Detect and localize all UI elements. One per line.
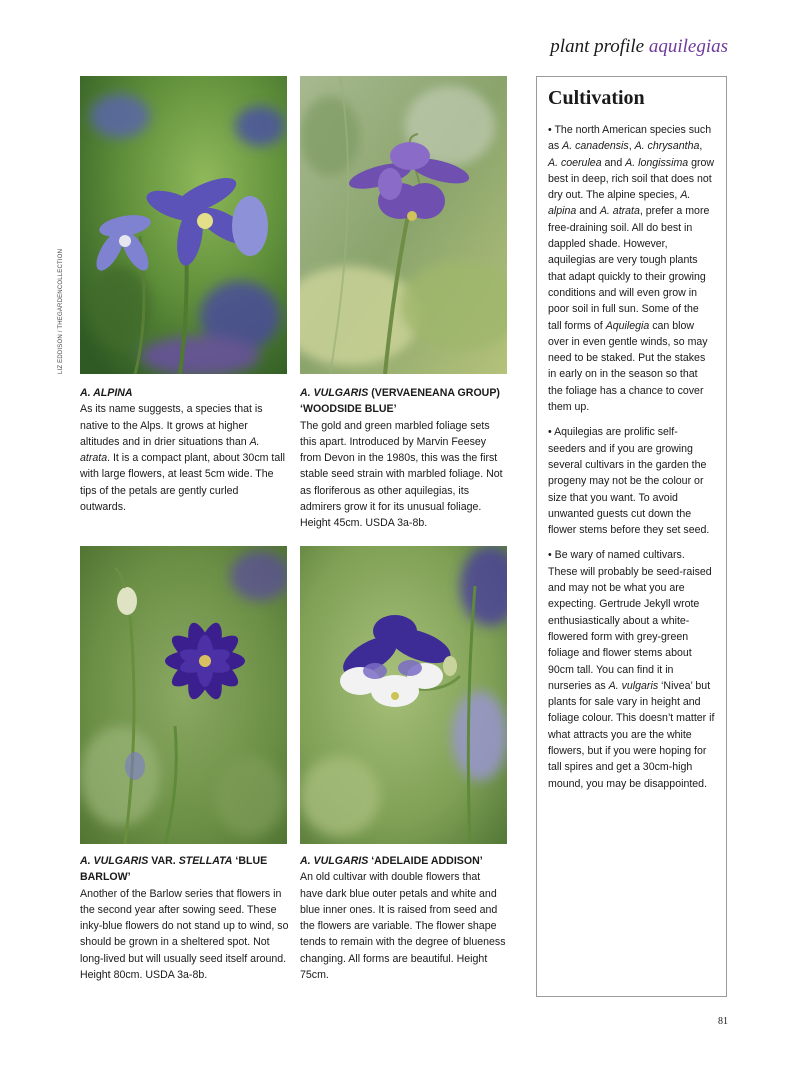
cultivation-heading: Cultivation [548,87,645,109]
cultivation-paragraph: • Aquilegias are prolific self-seeders and if you are growing several cultivars in the garden the progeny may not be the colour or size that you want. To avoid unwanted guests cut down the flower stems before they set seed. [548,426,710,537]
caption-blue-barlow [80,853,290,983]
caption-title: A. ALPINA [80,387,133,399]
photo-aquilegia-alpina [80,76,287,374]
cultivation-box [536,76,727,997]
caption-aquilegia-alpina [80,385,285,515]
header-topic: aquilegias [648,36,728,57]
photo-adelaide-addison [300,546,507,844]
cultivation-paragraph: • The north American species such as A. canadensis, A. chrysantha, A. coerulea and A. longissima grow best in deep, rich soil that does not dry out. The alpine species, A. alpina and A. atrata, prefer a more free-draining soil. All do best in dappled shade. However, aquilegias are very tough plants that adapt quickly to their growing conditions and will even grow in poor soil in full sun. Some of the tall forms of Aquilegia can blow over in even gentle winds, so may need to be staked. Put the stakes in early on in the season so that the foliage has a chance to cover them up. [548,124,715,414]
cultivation-paragraph: • Be wary of named cultivars. These will probably be seed-raised and may not be what you are expecting. Gertrude Jekyll wrote enthusiastically about a white-flowered form with grey-green foliage and flower stems about 90cm tall. You can find it in nurseries as A. vulgaris ‘Nivea’ but plants for sale vary in height and foliage colour. This doesn’t matter if what attracts you are the white flowers, but if you were hoping for tall spires and get a 30cm-high mound, you may be disappointed. [548,549,715,790]
caption-woodside-blue [300,385,506,532]
page-number: 81 [718,1016,728,1027]
caption-title: A. VULGARIS ‘ADELAIDE ADDISON’ [300,855,483,867]
caption-body: Another of the Barlow series that flowers in the second year after sowing seed. These inky-blue flowers do not stand up to wind, so should be grown in a sheltered spot. Not long-lived but will usually seed itself around. Height 80cm. USDA 3a-8b. [80,887,289,982]
caption-body: The gold and green marbled foliage sets this apart. Introduced by Marvin Feesey from Devon in the 1980s, this was the first stable seed strain with marbled foliage. Not as floriferous as other aquilegias, its admirers grow it for its unusual foliage. Height 45cm. USDA 3a-8b. [300,419,503,530]
caption-body: As its name suggests, a species that is native to the Alps. It grows at higher altitudes and in drier situations than A. atrata. It is a compact plant, about 30cm tall with large flowers, at least 5cm wide. The tips of the petals are gently curled outwards. [80,403,285,514]
photo-woodside-blue [300,76,507,374]
header-section: plant profile [550,36,645,57]
photo-blue-barlow [80,546,287,844]
caption-title: A. VULGARIS (VERVAENEANA GROUP) ‘WOODSIDE BLUE’ [300,387,500,416]
caption-body: An old cultivar with double flowers that have dark blue outer petals and white and blue inner ones. It is raised from seed and the flowers are variable. The flower shape tends to remain with the degree of blueness changing. All forms are beautiful. Height 75cm. [300,871,506,982]
running-header [550,36,728,58]
photo-credit: LIZ EDDISON / THEGARDENCOLLECTION [58,248,64,374]
caption-title: A. VULGARIS VAR. STELLATA ‘BLUE BARLOW’ [80,855,268,884]
caption-adelaide-addison [300,853,506,983]
